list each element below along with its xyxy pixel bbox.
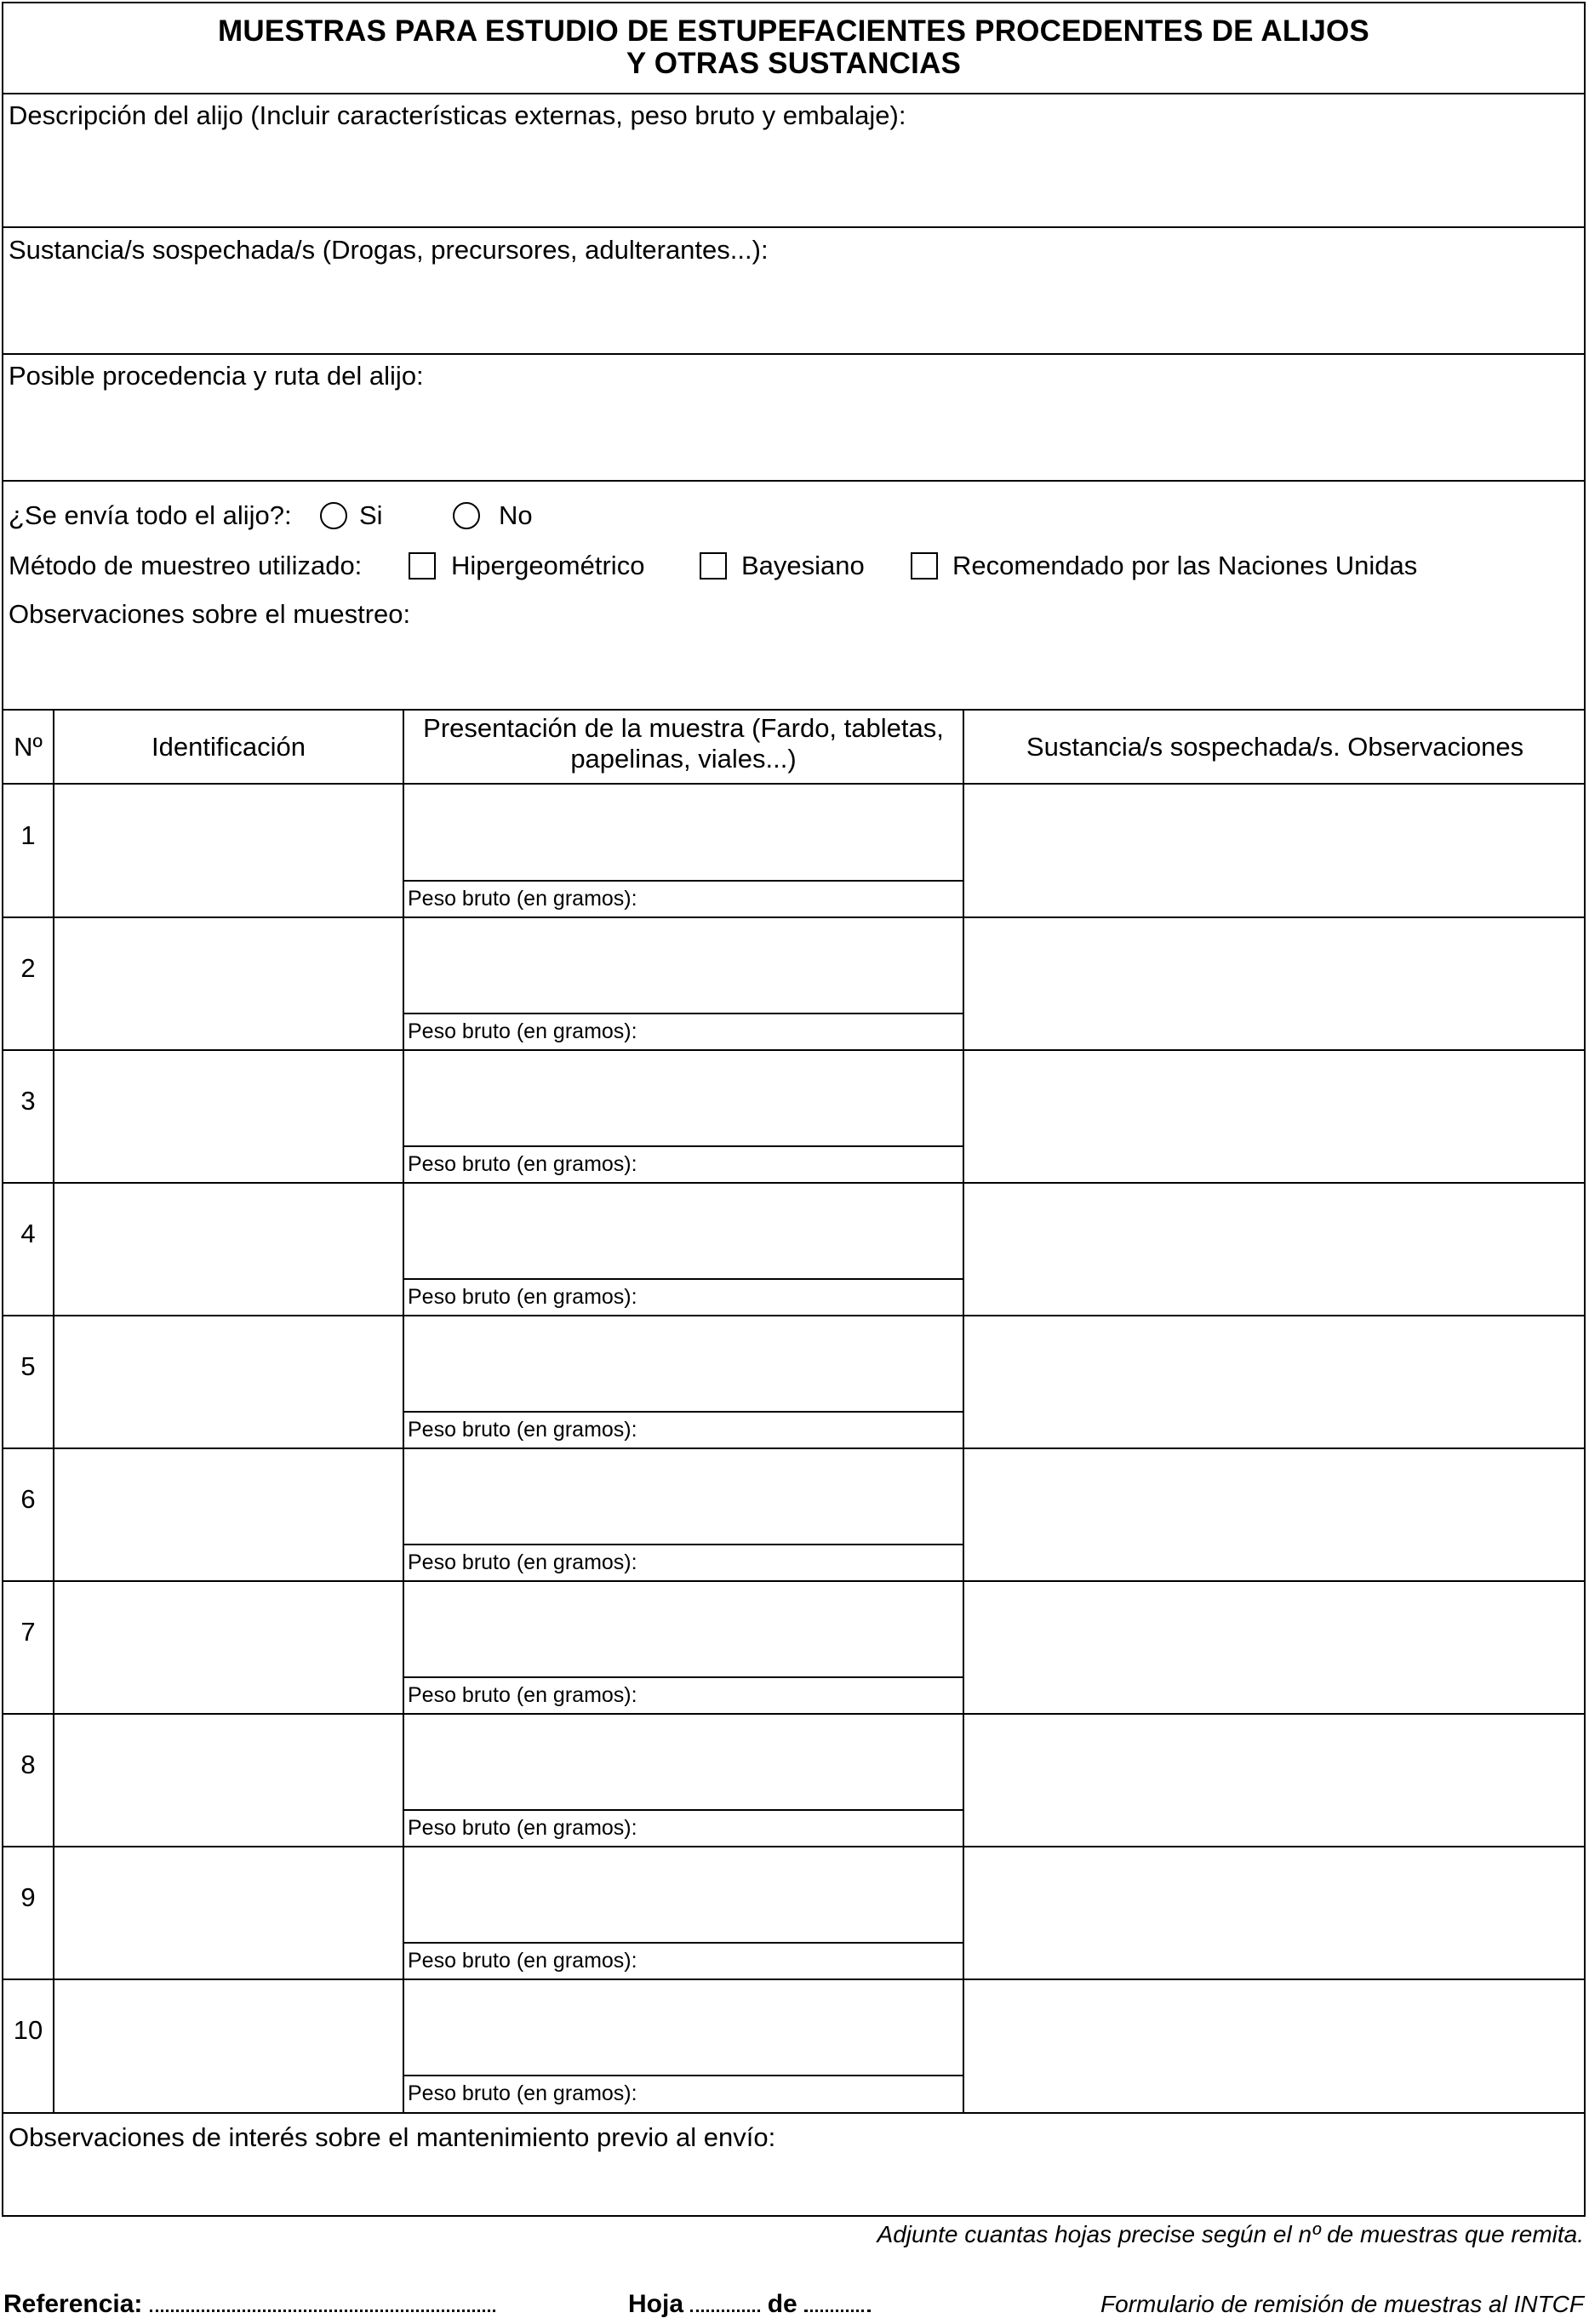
peso-bruto-field[interactable]: Peso bruto (en gramos):: [404, 1676, 963, 1712]
hoja-label: Hoja: [628, 2290, 684, 2318]
peso-bruto-field[interactable]: Peso bruto (en gramos):: [404, 1013, 963, 1048]
col-header-presentacion-line1: Presentación de la muestra (Fardo, tabletas,: [423, 713, 944, 743]
row-divider: [3, 1846, 1584, 1847]
peso-bruto-field[interactable]: Peso bruto (en gramos):: [404, 2075, 963, 2110]
peso-bruto-field[interactable]: Peso bruto (en gramos):: [404, 1145, 963, 1181]
row-number: 8: [20, 1750, 36, 1779]
formulario-note: Formulario de remisión de muestras al INTCF: [1100, 2291, 1584, 2317]
row-number: 2: [20, 953, 36, 983]
adjunte-note: Adjunte cuantas hojas precise según el nº de muestras que remita.: [877, 2221, 1584, 2247]
hipergeometrico-checkbox[interactable]: [409, 552, 436, 580]
bayesiano-checkbox[interactable]: [700, 552, 727, 580]
sustancias-label: Sustancia/s sospechada/s (Drogas, precursores, adulterantes...):: [9, 235, 769, 265]
envio-no-label: No: [499, 500, 533, 530]
hoja-field: [628, 2289, 871, 2320]
form-title-line2: Y OTRAS SUSTANCIAS: [626, 47, 962, 80]
procedencia-field[interactable]: [3, 391, 1584, 477]
row-number: 1: [20, 820, 36, 850]
form-title-line1: MUESTRAS PARA ESTUDIO DE ESTUPEFACIENTES PROCEDENTES DE ALIJOS: [218, 14, 1369, 48]
naciones-unidas-label: Recomendado por las Naciones Unidas: [952, 551, 1418, 580]
observaciones-muestreo-field[interactable]: [3, 631, 1584, 708]
divider: [3, 480, 1584, 482]
procedencia-label: Posible procedencia y ruta del alijo:: [9, 361, 424, 391]
form-title: [3, 15, 1584, 80]
row-number: 10: [13, 2015, 43, 2045]
metodo-label: Método de muestreo utilizado:: [9, 551, 363, 580]
row-divider: [3, 1979, 1584, 1980]
row-divider: [3, 1315, 1584, 1316]
divider: [3, 783, 1584, 785]
bayesiano-label: Bayesiano: [741, 551, 865, 580]
peso-bruto-field[interactable]: Peso bruto (en gramos):: [404, 1278, 963, 1314]
row-number: 5: [20, 1351, 36, 1381]
row-divider: [3, 1448, 1584, 1449]
row-number: 3: [20, 1086, 36, 1116]
peso-bruto-field[interactable]: Peso bruto (en gramos):: [404, 1942, 963, 1978]
descripcion-label: Descripción del alijo (Incluir características externas, peso bruto y embalaje):: [9, 100, 906, 130]
col-header-num: Nº: [14, 732, 43, 762]
divider: [3, 226, 1584, 228]
row-number: 4: [20, 1219, 36, 1248]
envio-no-radio[interactable]: [453, 502, 480, 529]
divider: [3, 353, 1584, 355]
de-input[interactable]: [804, 2291, 871, 2312]
hoja-input[interactable]: [690, 2291, 760, 2312]
envio-si-radio[interactable]: [320, 502, 347, 529]
referencia-label: Referencia:: [3, 2290, 143, 2318]
observaciones-mantenimiento-field[interactable]: [3, 2155, 1584, 2214]
row-divider: [3, 1580, 1584, 1582]
observaciones-mantenimiento-label: Observaciones de interés sobre el mantenimiento previo al envío:: [9, 2122, 776, 2152]
peso-bruto-field[interactable]: Peso bruto (en gramos):: [404, 1544, 963, 1579]
col-header-sustancia: Sustancia/s sospechada/s. Observaciones: [1026, 732, 1524, 762]
row-divider: [3, 1049, 1584, 1051]
peso-bruto-field[interactable]: Peso bruto (en gramos):: [404, 1411, 963, 1447]
de-label: de: [767, 2290, 797, 2318]
sample-form: [2, 2, 1586, 2217]
envio-si-label: Si: [359, 500, 383, 530]
sustancias-field[interactable]: [3, 266, 1584, 351]
divider: [3, 709, 1584, 711]
referencia-field[interactable]: [3, 2289, 495, 2320]
peso-bruto-field[interactable]: Peso bruto (en gramos):: [404, 1809, 963, 1845]
row-number: 6: [20, 1484, 36, 1514]
col-header-presentacion-line2: papelinas, viales...): [570, 744, 797, 774]
col-header-presentacion: [404, 713, 963, 774]
descripcion-field[interactable]: [3, 131, 1584, 225]
column-divider: [963, 709, 964, 2114]
row-number: 7: [20, 1617, 36, 1647]
referencia-input[interactable]: [150, 2291, 495, 2312]
row-divider: [3, 2112, 1584, 2114]
column-divider: [53, 709, 54, 2114]
naciones-unidas-checkbox[interactable]: [911, 552, 938, 580]
row-divider: [3, 916, 1584, 918]
hipergeometrico-label: Hipergeométrico: [451, 551, 645, 580]
row-number: 9: [20, 1882, 36, 1912]
row-divider: [3, 1713, 1584, 1715]
peso-bruto-field[interactable]: Peso bruto (en gramos):: [404, 880, 963, 916]
row-divider: [3, 1182, 1584, 1184]
divider: [3, 93, 1584, 94]
envio-question: ¿Se envía todo el alijo?:: [9, 500, 292, 530]
observaciones-muestreo-label: Observaciones sobre el muestreo:: [9, 599, 411, 629]
col-header-identificacion: Identificación: [151, 732, 306, 762]
